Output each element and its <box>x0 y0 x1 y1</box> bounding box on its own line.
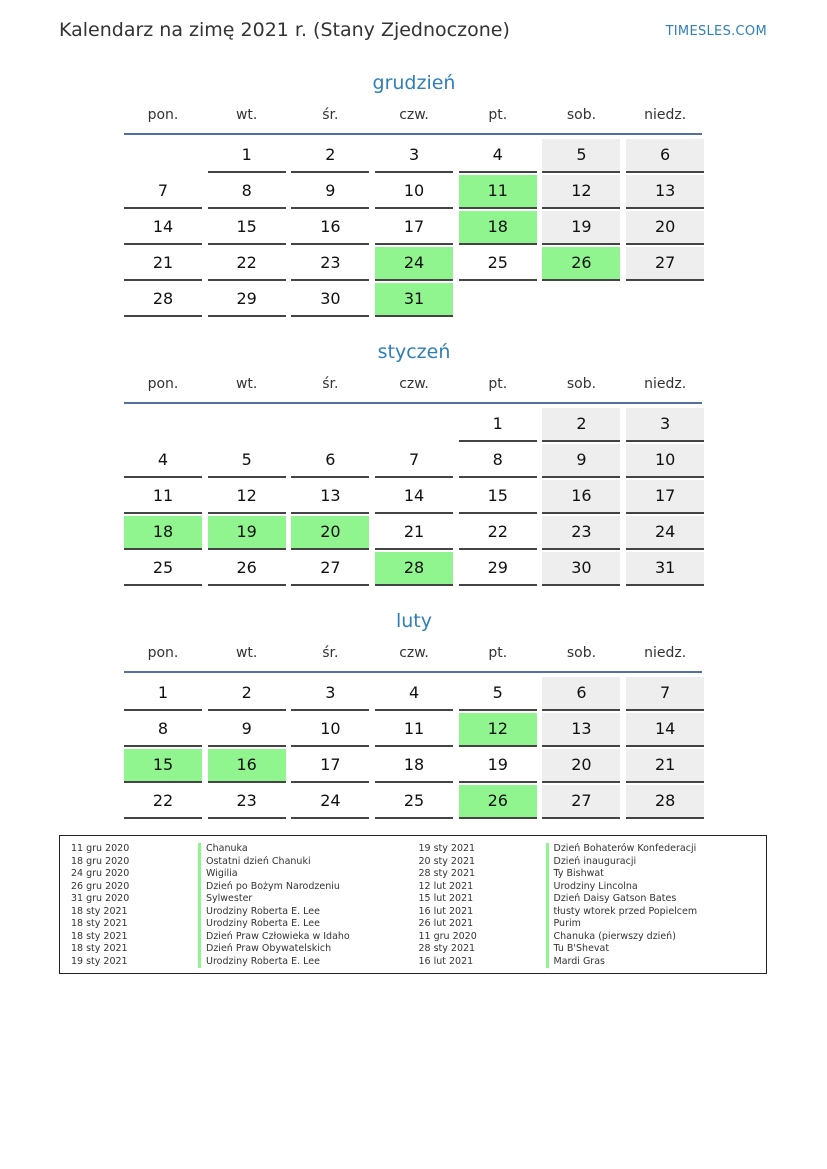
holiday-date: 31 gru 2020 <box>71 893 130 904</box>
weekday-label: sob. <box>566 107 597 123</box>
week-row <box>124 677 704 711</box>
holiday-name: Dzień inauguracji <box>546 856 637 869</box>
holiday-legend <box>59 835 767 974</box>
day-cell: 3 <box>291 677 369 711</box>
day-cell: 18 <box>124 516 202 550</box>
holiday-date: 16 lut 2021 <box>418 905 474 917</box>
week-row <box>124 749 704 783</box>
day-cell: 25 <box>459 247 537 281</box>
holiday-entry <box>419 956 767 969</box>
day-cell: 11 <box>375 713 453 747</box>
day-cell: 2 <box>542 408 620 442</box>
weekday-label: czw. <box>399 376 429 392</box>
empty-day-cell <box>208 408 286 440</box>
holiday-entry <box>419 856 767 869</box>
holiday-legend-column <box>419 836 767 973</box>
day-cell: 20 <box>291 516 369 550</box>
weekday-label: niedz. <box>644 107 687 123</box>
day-cell: 14 <box>375 480 453 514</box>
weekday-label: śr. <box>322 376 339 392</box>
month-name: styczeń <box>377 341 451 363</box>
day-cell: 11 <box>124 480 202 514</box>
weekday-label: sob. <box>566 376 597 392</box>
day-cell: 14 <box>626 713 704 747</box>
day-cell: 27 <box>542 785 620 819</box>
day-cell: 19 <box>208 516 286 550</box>
day-cell: 25 <box>124 552 202 586</box>
holiday-entry <box>419 881 767 894</box>
holiday-name: Dzień Praw Obywatelskich <box>198 943 331 956</box>
day-cell: 28 <box>626 785 704 819</box>
month-calendar <box>124 337 704 588</box>
holiday-name: Dzień po Bożym Narodzeniu <box>198 881 340 894</box>
holiday-name: Tu B'Shevat <box>546 943 610 956</box>
month-name: grudzień <box>372 72 456 94</box>
holiday-entry <box>71 918 419 931</box>
holiday-entry <box>419 918 767 931</box>
day-cell: 7 <box>124 175 202 209</box>
weekday-header-row <box>124 104 704 126</box>
week-row <box>124 785 704 819</box>
day-cell: 1 <box>459 408 537 442</box>
day-cell: 8 <box>208 175 286 209</box>
day-cell: 17 <box>291 749 369 783</box>
brand-link[interactable]: TIMESLES.COM <box>665 24 767 39</box>
week-row <box>124 247 704 281</box>
weekday-label: wt. <box>235 645 258 661</box>
holiday-name: Urodziny Roberta E. Lee <box>198 906 320 919</box>
day-cell: 18 <box>459 211 537 245</box>
holiday-name: Urodziny Lincolna <box>546 881 638 894</box>
day-cell: 31 <box>375 283 453 317</box>
day-cell: 19 <box>459 749 537 783</box>
day-cell: 26 <box>208 552 286 586</box>
holiday-date: 15 lut 2021 <box>418 893 474 904</box>
empty-day-cell <box>375 408 453 440</box>
day-cell: 10 <box>626 444 704 478</box>
day-cell: 6 <box>542 677 620 711</box>
day-cell: 1 <box>124 677 202 711</box>
weekday-label: pt. <box>488 645 508 661</box>
day-cell: 10 <box>375 175 453 209</box>
holiday-entry <box>419 906 767 919</box>
week-row <box>124 516 704 550</box>
empty-day-cell <box>459 283 537 315</box>
day-cell: 22 <box>459 516 537 550</box>
header-divider <box>124 133 702 135</box>
day-cell: 24 <box>291 785 369 819</box>
weekday-header-row <box>124 373 704 395</box>
day-cell: 4 <box>375 677 453 711</box>
day-cell: 28 <box>375 552 453 586</box>
holiday-entry <box>71 881 419 894</box>
header-divider <box>124 402 702 404</box>
holiday-name: Wigilia <box>198 868 238 881</box>
day-cell: 13 <box>291 480 369 514</box>
day-cell: 13 <box>626 175 704 209</box>
day-cell: 20 <box>542 749 620 783</box>
day-cell: 23 <box>291 247 369 281</box>
day-cell: 21 <box>626 749 704 783</box>
day-cell: 8 <box>124 713 202 747</box>
week-row <box>124 283 704 317</box>
day-cell: 18 <box>375 749 453 783</box>
holiday-name: Urodziny Roberta E. Lee <box>198 918 320 931</box>
day-cell: 11 <box>459 175 537 209</box>
holiday-entry <box>71 943 419 956</box>
day-cell: 3 <box>375 139 453 173</box>
holiday-name: tłusty wtorek przed Popielcem <box>546 906 698 919</box>
day-cell: 30 <box>542 552 620 586</box>
weekday-label: śr. <box>322 107 339 123</box>
empty-day-cell <box>124 139 202 171</box>
holiday-entry <box>419 943 767 956</box>
month-name: luty <box>395 610 432 632</box>
holiday-date: 19 sty 2021 <box>418 843 476 854</box>
empty-day-cell <box>124 408 202 440</box>
weekday-label: wt. <box>235 107 258 123</box>
holiday-date: 18 sty 2021 <box>71 905 128 917</box>
day-cell: 27 <box>626 247 704 281</box>
holiday-name: Dzień Daisy Gatson Bates <box>546 893 677 906</box>
holiday-date: 26 lut 2021 <box>418 918 474 929</box>
day-cell: 31 <box>626 552 704 586</box>
header-divider <box>124 671 702 673</box>
holiday-entry <box>419 931 767 944</box>
weekday-label: niedz. <box>644 376 687 392</box>
weekday-label: pt. <box>488 107 508 123</box>
weeks-grid <box>124 677 704 819</box>
day-cell: 30 <box>291 283 369 317</box>
week-row <box>124 175 704 209</box>
holiday-name: Dzień Bohaterów Konfederacji <box>546 843 697 856</box>
day-cell: 19 <box>542 211 620 245</box>
weekday-label: pt. <box>488 376 508 392</box>
day-cell: 16 <box>542 480 620 514</box>
day-cell: 26 <box>459 785 537 819</box>
day-cell: 29 <box>208 283 286 317</box>
holiday-entry <box>71 856 419 869</box>
weeks-grid <box>124 408 704 586</box>
holiday-date: 18 sty 2021 <box>71 930 128 942</box>
holiday-date: 26 gru 2020 <box>71 880 130 892</box>
day-cell: 7 <box>626 677 704 711</box>
day-cell: 2 <box>208 677 286 711</box>
day-cell: 12 <box>542 175 620 209</box>
day-cell: 9 <box>208 713 286 747</box>
day-cell: 21 <box>375 516 453 550</box>
day-cell: 9 <box>291 175 369 209</box>
month-calendar <box>124 68 704 319</box>
day-cell: 21 <box>124 247 202 281</box>
page-title: Kalendarz na zimę 2021 r. (Stany Zjednoczone) <box>59 19 510 41</box>
holiday-entry <box>71 843 419 856</box>
holiday-name: Ostatni dzień Chanuki <box>198 856 311 869</box>
day-cell: 14 <box>124 211 202 245</box>
week-row <box>124 713 704 747</box>
day-cell: 23 <box>542 516 620 550</box>
holiday-date: 28 sty 2021 <box>418 943 476 954</box>
day-cell: 20 <box>626 211 704 245</box>
day-cell: 9 <box>542 444 620 478</box>
day-cell: 25 <box>375 785 453 819</box>
day-cell: 3 <box>626 408 704 442</box>
weekday-label: pon. <box>147 645 179 661</box>
holiday-entry <box>71 893 419 906</box>
holiday-name: Chanuka (pierwszy dzień) <box>546 931 676 944</box>
day-cell: 26 <box>542 247 620 281</box>
weekday-label: śr. <box>322 645 339 661</box>
holiday-date: 19 sty 2021 <box>71 955 128 967</box>
holiday-name: Dzień Praw Człowieka w Idaho <box>198 931 350 944</box>
day-cell: 23 <box>208 785 286 819</box>
day-cell: 7 <box>375 444 453 478</box>
day-cell: 2 <box>291 139 369 173</box>
holiday-entry <box>71 906 419 919</box>
holiday-date: 28 sty 2021 <box>418 868 476 879</box>
day-cell: 22 <box>124 785 202 819</box>
day-cell: 24 <box>375 247 453 281</box>
day-cell: 22 <box>208 247 286 281</box>
holiday-name: Sylwester <box>198 893 252 906</box>
day-cell: 10 <box>291 713 369 747</box>
day-cell: 15 <box>459 480 537 514</box>
holiday-date: 16 lut 2021 <box>418 955 474 967</box>
holiday-name: Ty Bishwat <box>546 868 604 881</box>
holiday-entry <box>419 843 767 856</box>
holiday-entry <box>71 868 419 881</box>
holiday-name: Mardi Gras <box>546 956 606 969</box>
weekday-label: sob. <box>566 645 597 661</box>
day-cell: 15 <box>208 211 286 245</box>
holiday-date: 11 gru 2020 <box>418 930 477 942</box>
day-cell: 17 <box>626 480 704 514</box>
weekday-label: czw. <box>399 645 429 661</box>
holiday-legend-column <box>60 836 419 973</box>
day-cell: 17 <box>375 211 453 245</box>
holiday-entry <box>71 931 419 944</box>
holiday-date: 18 sty 2021 <box>71 943 128 954</box>
week-row <box>124 552 704 586</box>
day-cell: 4 <box>459 139 537 173</box>
day-cell: 27 <box>291 552 369 586</box>
empty-day-cell <box>542 283 620 315</box>
empty-day-cell <box>291 408 369 440</box>
day-cell: 6 <box>626 139 704 173</box>
holiday-date: 11 gru 2020 <box>71 843 130 854</box>
holiday-name: Chanuka <box>198 843 248 856</box>
weeks-grid <box>124 139 704 317</box>
day-cell: 12 <box>459 713 537 747</box>
day-cell: 12 <box>208 480 286 514</box>
day-cell: 5 <box>542 139 620 173</box>
weekday-header-row <box>124 642 704 664</box>
week-row <box>124 444 704 478</box>
weekday-label: czw. <box>399 107 429 123</box>
day-cell: 13 <box>542 713 620 747</box>
weekday-label: niedz. <box>644 645 687 661</box>
holiday-date: 20 sty 2021 <box>418 855 476 867</box>
week-row <box>124 408 704 442</box>
day-cell: 4 <box>124 444 202 478</box>
holiday-entry <box>419 893 767 906</box>
day-cell: 16 <box>208 749 286 783</box>
weekday-label: pon. <box>147 107 179 123</box>
holiday-date: 18 sty 2021 <box>71 918 128 929</box>
empty-day-cell <box>626 283 704 315</box>
holiday-date: 18 gru 2020 <box>71 855 130 867</box>
weekday-label: wt. <box>235 376 258 392</box>
day-cell: 5 <box>459 677 537 711</box>
day-cell: 5 <box>208 444 286 478</box>
holiday-date: 24 gru 2020 <box>71 868 130 879</box>
holiday-name: Purim <box>546 918 581 931</box>
day-cell: 24 <box>626 516 704 550</box>
week-row <box>124 480 704 514</box>
day-cell: 8 <box>459 444 537 478</box>
holiday-date: 12 lut 2021 <box>418 880 474 892</box>
weekday-label: pon. <box>147 376 179 392</box>
week-row <box>124 211 704 245</box>
day-cell: 16 <box>291 211 369 245</box>
day-cell: 6 <box>291 444 369 478</box>
holiday-name: Urodziny Roberta E. Lee <box>198 956 320 969</box>
day-cell: 1 <box>208 139 286 173</box>
day-cell: 28 <box>124 283 202 317</box>
holiday-entry <box>71 956 419 969</box>
day-cell: 29 <box>459 552 537 586</box>
month-calendar <box>124 606 704 821</box>
holiday-entry <box>419 868 767 881</box>
week-row <box>124 139 704 173</box>
day-cell: 15 <box>124 749 202 783</box>
